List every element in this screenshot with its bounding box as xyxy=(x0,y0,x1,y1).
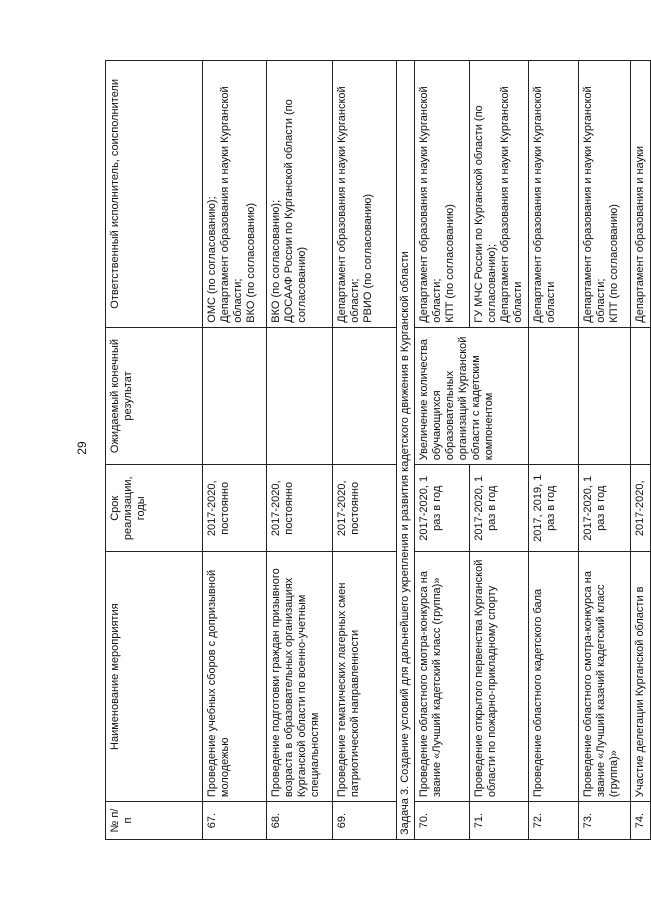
header-result: Ожидаемый конечный результат xyxy=(106,327,203,465)
row-term: 2017-2020, 1 раз в год xyxy=(470,465,529,552)
table-header-row xyxy=(106,61,203,840)
row-term: 2017-2020, постоянно xyxy=(203,465,267,552)
row-term: 2017-2020, постоянно xyxy=(267,465,333,552)
activities-table xyxy=(105,60,651,840)
row-result xyxy=(267,327,333,465)
row-number: 69. xyxy=(333,802,397,840)
row-term: 2017-2020, 1 раз в год xyxy=(579,465,631,552)
row-number: 71. xyxy=(470,802,529,840)
row-result-empty xyxy=(631,327,651,465)
row-number: 72. xyxy=(529,802,579,840)
row-term: 2017-2020, 1 раз в год xyxy=(415,465,470,552)
table-row xyxy=(333,61,397,840)
executor-line: Департамент образования и науки Курганской области; xyxy=(418,86,443,323)
executor-line: Департамент образования и науки Курганской области; xyxy=(336,86,361,323)
row-number: 67. xyxy=(203,802,267,840)
row-result-empty xyxy=(579,327,631,465)
row-number: 70. xyxy=(415,802,470,840)
executor-line: Департамент образования и науки Курганской области; xyxy=(582,86,607,323)
header-num: № п/п xyxy=(106,802,203,840)
row-number: 68. xyxy=(267,802,333,840)
table-row xyxy=(579,61,631,840)
executor-line: ВКО (по согласованию); xyxy=(270,199,282,323)
executor-line: ОМС (по согласованию); xyxy=(206,196,218,323)
row-result xyxy=(203,327,267,465)
row-activity: Проведение областного смотра-конкурса на звание «Лучший казачий кадетский класс (группа)» xyxy=(579,552,631,802)
row-executor xyxy=(415,61,470,328)
table-row xyxy=(267,61,333,840)
table-row xyxy=(529,61,579,840)
table-row xyxy=(203,61,267,840)
row-executor xyxy=(579,61,631,328)
row-executor xyxy=(529,61,579,328)
row-executor xyxy=(631,61,651,328)
executor-line: РВИО (по согласованию) xyxy=(362,193,374,323)
row-number: 73. xyxy=(579,802,631,840)
document-table-rotated xyxy=(105,60,646,840)
row-activity: Проведение областного кадетского бала xyxy=(529,552,579,802)
row-activity: Участие делегации Курганской области в xyxy=(631,552,651,802)
row-activity: Проведение тематических лагерных смен патриотической направленности xyxy=(333,552,397,802)
executor-line: ВКО (по согласованию) xyxy=(245,202,257,323)
row-activity: Проведение областного смотра-конкурса на звание «Лучший кадетский класс (группа)» xyxy=(415,552,470,802)
executor-line: Департамент образования и науки Курганской области xyxy=(499,86,524,323)
executor-line: Департамент образования и науки Курганской области; xyxy=(219,86,244,323)
row-result xyxy=(333,327,397,465)
executor-line: Департамент образования и науки xyxy=(634,145,646,323)
merged-result: Увеличение количества обучающихся образовательных организаций Курганской области с кадетским компонентом xyxy=(415,327,529,465)
row-executor xyxy=(267,61,333,328)
executor-line: КПТ (по согласованию) xyxy=(444,204,456,323)
executor-line: Департамент образования и науки Курганской области xyxy=(532,86,557,323)
executor-line: ГУ МЧС России по Курганской области (по согласованию); xyxy=(473,105,498,323)
row-executor xyxy=(203,61,267,328)
page-number: 29 xyxy=(75,441,89,455)
row-term: 2017-2020, постоянно xyxy=(333,465,397,552)
row-number: 74. xyxy=(631,802,651,840)
header-name: Наименование мероприятия xyxy=(106,552,203,802)
row-executor xyxy=(470,61,529,328)
header-executor: Ответственный исполнитель, соисполнители xyxy=(106,61,203,328)
task-heading: Задача 3. Создание условий для дальнейшего укрепления и развития кадетского движения в Курганской области xyxy=(397,61,415,840)
row-term: 2017, 2019, 1 раз в год xyxy=(529,465,579,552)
row-executor xyxy=(333,61,397,328)
row-term: 2017-2020, xyxy=(631,465,651,552)
task-row xyxy=(397,61,415,840)
table-row xyxy=(415,61,470,840)
row-activity: Проведение открытого первенства Курганской области по пожарно-прикладному спорту xyxy=(470,552,529,802)
row-activity: Проведение учебных сборов с допризывной молодежью xyxy=(203,552,267,802)
header-term: Срок реализации, годы xyxy=(106,465,203,552)
executor-line: КПТ (по согласованию) xyxy=(608,204,620,323)
row-result-empty xyxy=(529,327,579,465)
table-row xyxy=(631,61,651,840)
executor-line: ДОСААФ России по Курганской области (по согласованию) xyxy=(283,99,308,323)
row-activity: Проведение подготовки граждан призывного возраста в образовательных организациях Курганской области по военно-учетным специальностям xyxy=(267,552,333,802)
